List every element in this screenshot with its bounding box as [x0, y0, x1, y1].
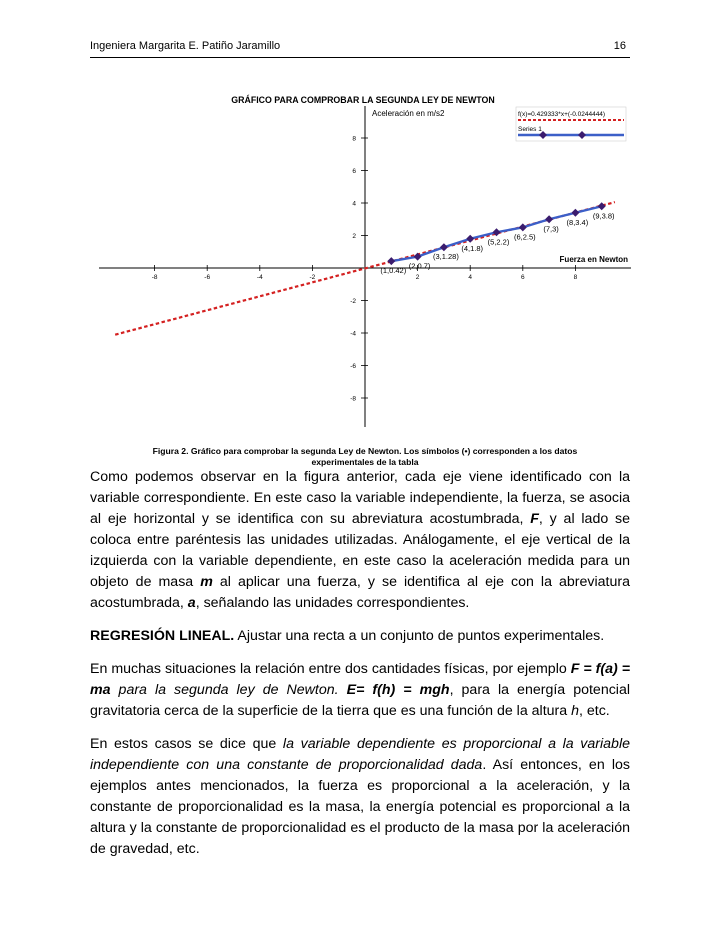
page-number: 16	[613, 40, 626, 52]
p3-text-3: , para la energía potencial gravitatoria cerca de la superficie de la tierra que es una función de la altura	[90, 682, 630, 719]
point-label: (1,0.42)	[380, 266, 407, 276]
y-tick-label: 4	[352, 200, 356, 208]
point-label: (5,2.2)	[487, 237, 510, 247]
y-tick-label: 8	[352, 135, 356, 143]
p3-italic-1: para la segunda ley de Newton.	[110, 682, 339, 698]
x-tick-label: 2	[415, 274, 420, 281]
data-point	[545, 215, 553, 223]
p1-symbol-a: a	[187, 595, 196, 611]
p1-text-3: al aplicar una fuerza, y se identifica al eje con la abreviatura acostumbrada,	[90, 574, 630, 611]
header-rule	[90, 57, 630, 58]
x-tick-label: 4	[468, 274, 473, 281]
page-header	[90, 40, 628, 56]
data-point	[387, 257, 395, 265]
legend-entry-series: Series 1	[518, 126, 542, 133]
data-point	[440, 243, 448, 251]
x-tick-label: -6	[204, 274, 211, 281]
p2-text: Ajustar una recta a un conjunto de puntos experimentales.	[234, 628, 605, 644]
p4-text-2: . Así entonces, en los ejemplos antes mencionados, la fuerza es proporcional a la aceleración, y la constante de proporcionalidad es la masa, la energía potencial es proporcional a la altura y la constante de proporcionalidad es el producto de la masa por la aceleración de gravedad, etc.	[90, 757, 630, 857]
data-point	[466, 235, 474, 243]
figure-caption	[110, 446, 620, 468]
p1-text-4: , señalando las unidades correspondientes.	[195, 595, 470, 611]
y-tick-label: 2	[352, 233, 356, 240]
p1-text-2: , y al lado se coloca entre paréntesis las unidades utilizadas. Análogamente, el eje vertical de la izquierda con la variable dependiente, en este caso la aceleración medida para un objeto de masa	[90, 511, 631, 590]
p1-symbol-F: F	[530, 511, 539, 527]
chart-axes	[99, 106, 631, 427]
y-tick-label: 6	[352, 168, 356, 175]
data-point	[571, 209, 579, 217]
data-point	[519, 223, 527, 231]
caption-line-1: Figura 2. Gráfico para comprobar la segunda Ley de Newton. Los símbolos (•) corresponden a los datos	[152, 446, 578, 456]
point-label: (9,3.8)	[592, 211, 615, 221]
p4-italic: la variable dependiente es proporcional a la variable independiente con una constante de proporcionalidad dada	[90, 736, 630, 773]
caption-line-2: experimentales de la tabla	[311, 457, 419, 467]
legend-entry-trendline: f(x)=0.429333*x+(-0.0244444)	[518, 111, 606, 118]
p4-text-1: En estos casos se dice que	[90, 736, 283, 752]
p1-symbol-m: m	[200, 574, 213, 590]
y-axis-label: Aceleración en m/s2	[372, 109, 445, 118]
x-tick-label: 8	[573, 274, 578, 281]
paragraph-2	[90, 626, 630, 647]
x-tick-label: 6	[520, 274, 525, 281]
legend	[516, 107, 626, 141]
p3-text-2	[339, 682, 347, 698]
paragraph-1	[90, 467, 630, 614]
y-tick-label: -4	[350, 330, 356, 338]
p3-formula-1: F = f(a) = ma	[90, 661, 630, 698]
p3-text-4: , etc.	[578, 703, 610, 719]
data-point	[598, 202, 606, 210]
point-label: (6,2.5)	[513, 232, 536, 242]
point-label: (3,1.28)	[432, 252, 459, 262]
point-label: (7,3)	[543, 224, 559, 234]
p3-text-1: En muchas situaciones la relación entre dos cantidades físicas, por ejemplo	[90, 661, 571, 677]
body-text	[90, 467, 630, 872]
x-axis-label: Fuerza en Newton	[559, 255, 628, 264]
point-label: (4,1.8)	[461, 243, 484, 253]
x-tick-label: -2	[309, 274, 316, 281]
x-tick-label: -8	[151, 274, 158, 281]
data-point	[414, 253, 422, 261]
p3-formula-2: E= f(h) = mgh	[346, 682, 450, 698]
point-label: (8,3.4)	[566, 217, 589, 227]
y-tick-label: -2	[350, 298, 356, 305]
point-label: (2,0.7)	[408, 261, 431, 271]
chart-title: GRÁFICO PARA COMPROBAR LA SEGUNDA LEY DE NEWTON	[231, 95, 495, 105]
header-author: Ingeniera Margarita E. Patiño Jaramillo	[90, 40, 281, 52]
y-tick-label: -6	[350, 363, 356, 370]
newton-second-law-chart	[90, 90, 638, 435]
p1-text-1: Como podemos observar en la figura anterior, cada eje viene identificado con la variable correspondiente. En este caso la variable independiente, la fuerza, se asocia al eje horizontal y se identifica con su abreviatura acostumbrada,	[90, 469, 630, 527]
section-heading: REGRESIÓN LINEAL.	[90, 628, 235, 644]
paragraph-4	[90, 734, 630, 860]
x-tick-label: -4	[256, 274, 263, 281]
p3-italic-h: h	[571, 703, 579, 719]
paragraph-3	[90, 659, 630, 722]
y-tick-label: -8	[350, 395, 356, 403]
point-labels-group	[380, 211, 615, 275]
